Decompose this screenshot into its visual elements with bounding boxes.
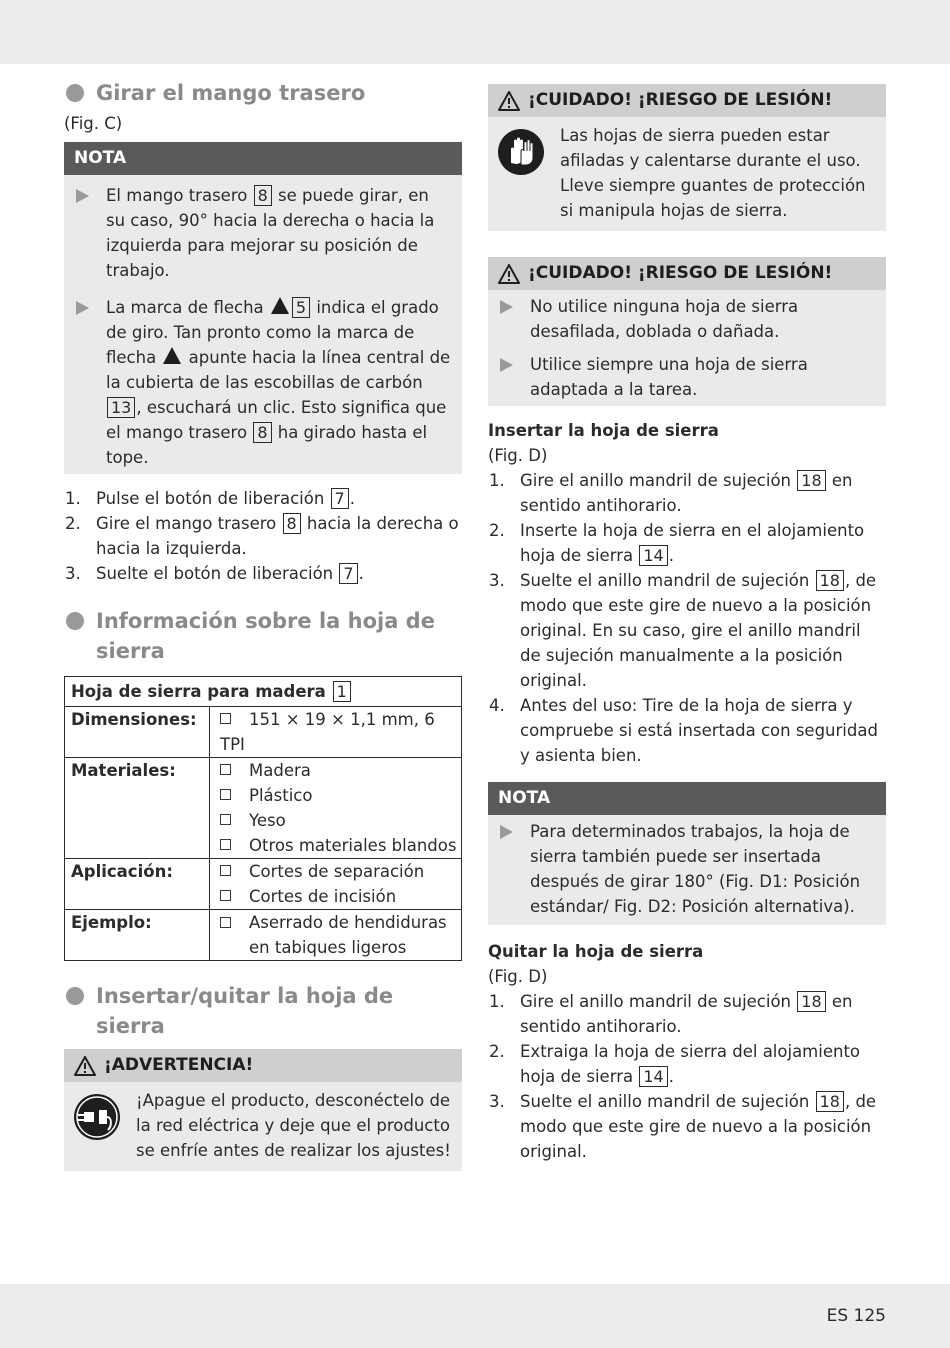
part-ref: 1 xyxy=(333,681,351,702)
step-item: 1. Gire el anillo mandril de sujeción 18 en sentido antihorario. xyxy=(489,471,853,515)
caution-box xyxy=(488,257,886,406)
blade-spec-table xyxy=(64,676,462,961)
arrow-mark-icon xyxy=(163,347,181,364)
part-ref: 14 xyxy=(639,545,667,566)
table-row: Ejemplo: Aserrado de hendiduras en tabiques ligeros xyxy=(65,910,462,961)
bullet-dot-icon xyxy=(66,612,84,630)
checkbox-square-icon xyxy=(220,814,231,825)
warning-text: ¡Apague el producto, desconéctelo de la red eléctrica y deje que el producto se enfríe antes de realizar los ajustes! xyxy=(136,1091,451,1160)
part-ref: 18 xyxy=(816,570,844,591)
figure-ref: (Fig. D) xyxy=(488,446,548,465)
arrow-mark-icon xyxy=(271,297,289,314)
part-ref: 8 xyxy=(254,185,272,206)
page-number: ES 125 xyxy=(826,1306,886,1326)
section-heading-insert-remove: Insertar/quitar la hoja de sierra xyxy=(64,981,462,1041)
checkbox-square-icon xyxy=(220,789,231,800)
unplug-icon xyxy=(72,1092,122,1142)
part-ref: 8 xyxy=(283,513,301,534)
part-ref: 5 xyxy=(292,297,310,318)
arrow-bullet-icon xyxy=(500,358,513,372)
right-column xyxy=(488,84,886,1164)
warning-triangle-icon xyxy=(74,1056,96,1076)
warning-box xyxy=(64,1049,462,1171)
step-item: 1. Pulse el botón de liberación 7 . xyxy=(65,489,355,508)
part-ref: 7 xyxy=(331,488,349,509)
part-ref: 18 xyxy=(797,470,825,491)
step-item: 2. Extraiga la hoja de sierra del alojamiento hoja de sierra 14 . xyxy=(489,1042,861,1086)
header-band xyxy=(0,0,950,64)
left-column xyxy=(64,78,462,1171)
caution-text: Las hojas de sierra pueden estar afiladas y calentarse durante el uso. Lleve siempre guantes de protección si manipula hojas de sierra. xyxy=(560,126,866,220)
caution-title: ¡CUIDADO! ¡RIESGO DE LESIÓN! xyxy=(488,257,886,290)
note-title: NOTA xyxy=(488,782,886,815)
checkbox-square-icon xyxy=(220,890,231,901)
bullet-dot-icon xyxy=(66,987,84,1005)
note-box xyxy=(64,142,462,474)
arrow-bullet-icon xyxy=(76,189,89,203)
arrow-bullet-icon xyxy=(500,825,513,839)
step-item: 3. Suelte el anillo mandril de sujeción 18 , de modo que este gire de nuevo a la posición original. En su caso, gire el anillo mandril de sujeción manualmente a la posición original. xyxy=(489,571,877,690)
gloves-icon xyxy=(496,127,546,177)
note-title: NOTA xyxy=(64,142,462,175)
checkbox-square-icon xyxy=(220,839,231,850)
step-item: 3. Suelte el botón de liberación 7 . xyxy=(65,564,364,583)
note-box xyxy=(488,782,886,925)
table-row: Dimensiones: 151 × 19 × 1,1 mm, 6 TPI xyxy=(65,707,462,758)
step-item: 2. Gire el mango trasero 8 hacia la derecha o hacia la izquierda. xyxy=(65,514,459,558)
warning-title: ¡ADVERTENCIA! xyxy=(64,1049,462,1082)
subheading-insert-blade: Insertar la hoja de sierra xyxy=(488,421,719,440)
section-heading-rotate-handle: Girar el mango trasero xyxy=(64,78,462,108)
step-item: 1. Gire el anillo mandril de sujeción 18 en sentido antihorario. xyxy=(489,992,853,1036)
table-header-row: Hoja de sierra para madera 1 xyxy=(65,677,462,707)
steps-list xyxy=(488,468,886,768)
warning-triangle-icon xyxy=(498,264,520,284)
step-item: 4. Antes del uso: Tire de la hoja de sierra y compruebe si está insertada con seguridad y asienta bien. xyxy=(489,696,878,765)
arrow-bullet-icon xyxy=(76,301,89,315)
warning-triangle-icon xyxy=(498,91,520,111)
part-ref: 8 xyxy=(253,422,271,443)
figure-ref: (Fig. C) xyxy=(64,114,123,133)
steps-list xyxy=(64,486,462,586)
note-bullet: El mango trasero 8 se puede girar, en su caso, 90° hacia la derecha o hacia la izquierda para mejorar su posición de trabajo. xyxy=(64,183,462,283)
arrow-bullet-icon xyxy=(500,300,513,314)
table-row: Materiales: Madera Plástico Yeso Otros materiales blandos xyxy=(65,758,462,859)
checkbox-square-icon xyxy=(220,917,231,928)
caution-title: ¡CUIDADO! ¡RIESGO DE LESIÓN! xyxy=(488,84,886,117)
part-ref: 14 xyxy=(639,1066,667,1087)
checkbox-square-icon xyxy=(220,764,231,775)
steps-list xyxy=(488,989,886,1164)
bullet-dot-icon xyxy=(66,84,84,102)
part-ref: 18 xyxy=(797,991,825,1012)
checkbox-square-icon xyxy=(220,713,231,724)
footer-band xyxy=(0,1284,950,1348)
caution-bullet: Utilice siempre una hoja de sierra adaptada a la tarea. xyxy=(488,352,886,402)
table-row: Aplicación: Cortes de separación Cortes de incisión xyxy=(65,859,462,910)
note-bullet: La marca de flecha 5 indica el grado de giro. Tan pronto como la marca de flecha apunte hacia la línea central de la cubierta de las escobillas de carbón 13 , escuchará un clic. Esto significa que el mango trasero 8 ha girado hasta el tope. xyxy=(64,295,462,470)
step-item: 2. Inserte la hoja de sierra en el alojamiento hoja de sierra 14 . xyxy=(489,521,865,565)
subheading-remove-blade: Quitar la hoja de sierra xyxy=(488,942,704,961)
note-bullet: Para determinados trabajos, la hoja de sierra también puede ser insertada después de girar 180° (Fig. D1: Posición estándar/ Fig. D2: Posición alternativa). xyxy=(488,819,886,919)
part-ref: 13 xyxy=(107,397,135,418)
figure-ref: (Fig. D) xyxy=(488,967,548,986)
section-heading-blade-info: Información sobre la hoja de sierra xyxy=(64,606,462,666)
part-ref: 7 xyxy=(339,563,357,584)
caution-box xyxy=(488,84,886,231)
part-ref: 18 xyxy=(816,1091,844,1112)
step-item: 3. Suelte el anillo mandril de sujeción 18 , de modo que este gire de nuevo a la posición original. xyxy=(489,1092,877,1161)
caution-bullet: No utilice ninguna hoja de sierra desafilada, doblada o dañada. xyxy=(488,294,886,344)
checkbox-square-icon xyxy=(220,865,231,876)
